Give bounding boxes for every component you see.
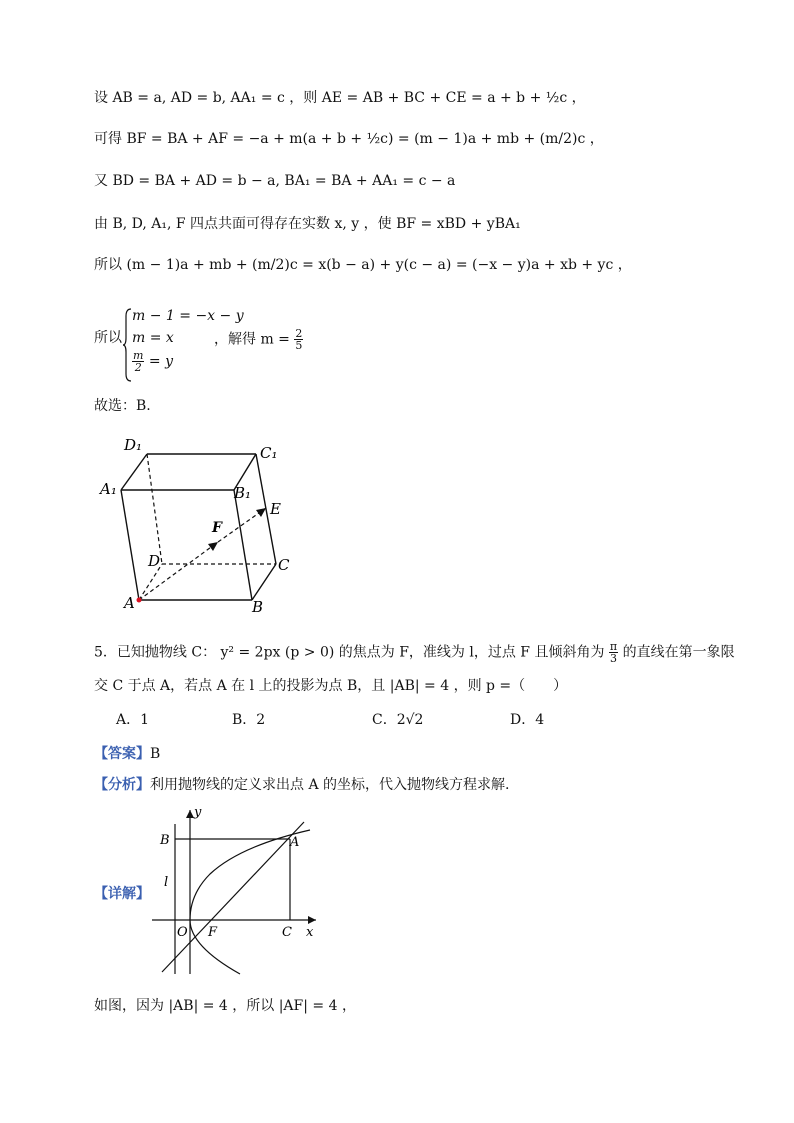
solution-line-2: 可得 BF = BA + AF = −a + m(a + b + ½c) = (m − 1)a + mb + (m/2)c ，	[94, 131, 604, 147]
fig-label-y: y	[194, 805, 202, 820]
detail-tag: 【详解】	[94, 886, 150, 902]
answer-line: 【答案】B	[94, 746, 161, 762]
cube-label-D: D	[148, 552, 161, 570]
question-5-line-1: 5．已知抛物线 C： y² = 2px (p > 0) 的焦点为 F，准线为 l，过点 F 且倾斜角为 $\frac{\pi}{3}$ 的直线在第一象限	[94, 640, 735, 665]
system-eq-2: m = x	[132, 330, 174, 346]
option-a: A．1	[116, 712, 150, 728]
solution-line-1: 设 AB = a, AD = b, AA₁ = c ，则 AE = AB + BC + CE = a + b + ½c ，	[94, 90, 586, 106]
fig-label-x: x	[306, 925, 314, 940]
cube-label-B1: B₁	[234, 484, 252, 502]
question-5-line-2: 交 C 于点 A，若点 A 在 l 上的投影为点 B，且 |AB| = 4 ，则 p =（ ）	[94, 678, 568, 694]
cube-label-A: A	[124, 594, 135, 612]
fig-label-O: O	[177, 925, 188, 940]
fig-label-C: C	[282, 925, 292, 940]
cube-label-C: C	[278, 556, 290, 574]
solution-line-4: 由 B, D, A₁, F 四点共面可得存在实数 x, y ，使 BF = xBD + yBA₁	[94, 216, 521, 232]
fig-label-B: B	[160, 833, 170, 848]
cube-label-E: E	[270, 500, 281, 518]
cube-figure	[94, 428, 304, 618]
cube-label-D1: D₁	[124, 436, 143, 454]
cube-label-A1: A₁	[100, 480, 117, 498]
solution-line-5: 所以 (m − 1)a + mb + (m/2)c = x(b − a) + y(c − a) = (−x − y)a + xb + yc ，	[94, 257, 632, 273]
conclusion: 故选：B.	[94, 398, 151, 414]
solution-line-3: 又 BD = BA + AD = b − a, BA₁ = BA + AA₁ = c − a	[94, 173, 456, 189]
analysis-tag: 【分析】	[94, 777, 150, 793]
cube-label-F: F	[212, 520, 222, 536]
fig-label-A: A	[290, 835, 300, 850]
parabola-figure	[150, 802, 330, 982]
final-line: 如图，因为 |AB| = 4 ，所以 |AF| = 4 ，	[94, 998, 356, 1014]
system-label: 所以	[94, 330, 122, 346]
analysis-line: 【分析】利用抛物线的定义求出点 A 的坐标，代入抛物线方程求解.	[94, 777, 510, 793]
option-c: C．2√2	[372, 712, 424, 728]
option-b: B．2	[232, 712, 266, 728]
cube-label-B: B	[252, 598, 264, 616]
answer-tag: 【答案】	[94, 746, 150, 762]
system-eq-1: m − 1 = −x − y	[132, 308, 244, 324]
option-d: D．4	[510, 712, 545, 728]
system-eq-3: $\frac{m}{2}$ = y	[133, 349, 173, 374]
fig-label-l: l	[164, 875, 169, 890]
left-brace-icon	[122, 308, 132, 382]
system-result: ，解得 m = $\frac{2}{5}$	[214, 327, 303, 352]
cube-label-C1: C₁	[260, 444, 278, 462]
fig-label-F: F	[208, 925, 218, 940]
